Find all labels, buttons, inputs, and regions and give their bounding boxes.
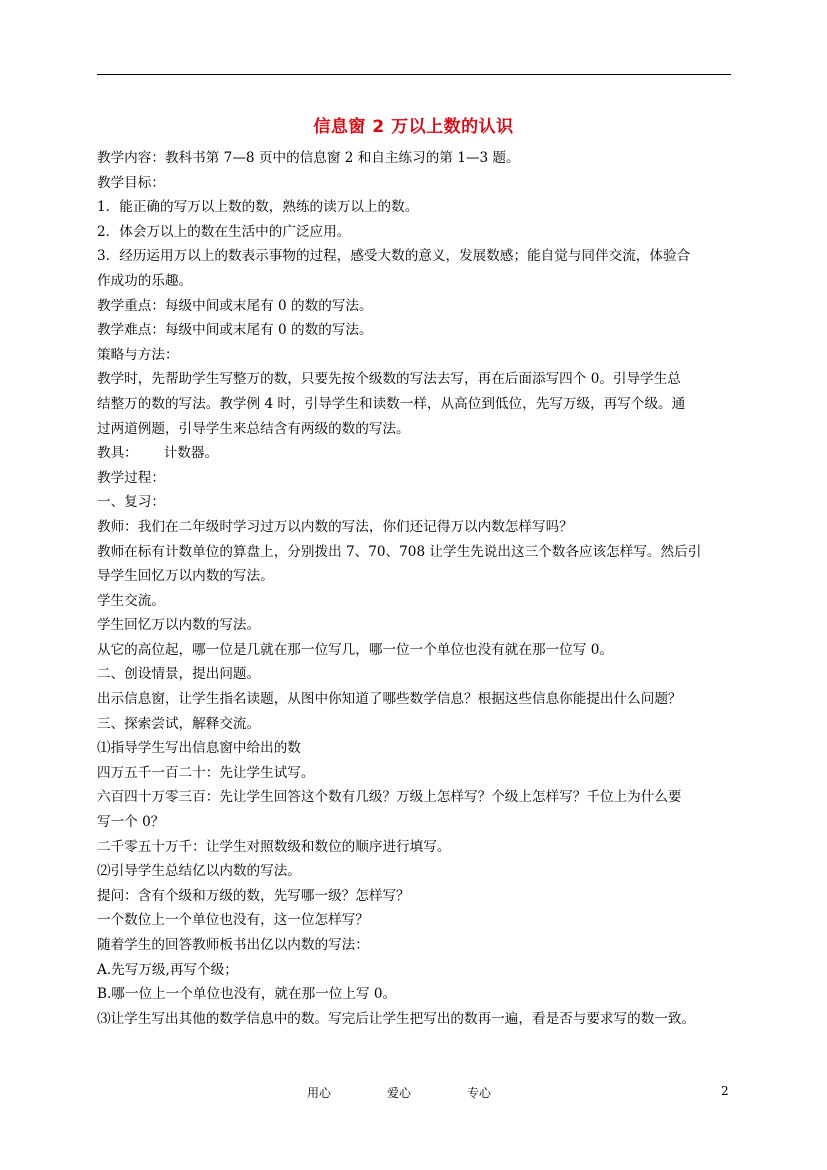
text-line: 一个数位上一个单位也没有，这一位怎样写？	[97, 912, 369, 929]
page-number: 2	[721, 1084, 729, 1098]
text-line: B.哪一位上一个单位也没有，就在那一位上写 0。	[97, 986, 397, 1003]
text-line: 教师在标有计数单位的算盘上，分别拨出 7、70、708 让学生先说出这三个数各应该怎样写。然后引	[97, 543, 702, 560]
text-line: 作成功的乐趣。	[97, 272, 193, 289]
text-line: 教师：我们在二年级时学习过万以内数的写法，你们还记得万以内数怎样写吗？	[97, 518, 573, 535]
text-line: 写一个 0？	[97, 814, 165, 831]
text-line: A.先写万级,再写个级；	[97, 961, 238, 978]
text-line: 从它的高位起，哪一位是几就在那一位写几，哪一位一个单位也没有就在那一位写 0。	[97, 641, 613, 658]
footer-motto	[307, 1084, 547, 1101]
text-line: 教学时，先帮助学生写整万的数，只要先按个级数的写法去写，再在后面添写四个 0。引导学生总	[97, 371, 681, 388]
text-line: 教学内容：教科书第 7—8 页中的信息窗 2 和自主练习的第 1—3 题。	[97, 150, 520, 166]
document-body	[97, 146, 737, 1031]
text-line: 结整万的数的写法。教学例 4 时，引导学生和读数一样，从高位到低位，先写万级，再写个级。通	[97, 395, 686, 412]
text-line: 出示信息窗，让学生指名读题，从图中你知道了哪些数学信息？根据这些信息你能提出什么问题？	[97, 691, 682, 708]
text-line: 随着学生的回答教师板书出亿以内数的写法：	[97, 937, 369, 953]
text-line: 策略与方法：	[97, 346, 179, 363]
text-line: 教学重点：每级中间或末尾有 0 的数的写法。	[97, 297, 373, 314]
text-line: 六百四十万零三百：先让学生回答这个数有几级？万级上怎样写？个级上怎样写？千位上为什么要	[97, 789, 682, 806]
text-line: 三、探索尝试，解释交流。	[97, 715, 261, 732]
text-line: ⑶让学生写出其他的数学信息中的数。写完后让学生把写出的数再一遍，看是否与要求写的数一致。	[97, 1010, 696, 1027]
text-line: 2．体会万以上的数在生活中的广泛应用。	[97, 223, 351, 240]
text-line: ⑵引导学生总结亿以内数的写法。	[97, 863, 301, 880]
text-line: 1．能正确的写万以上数的数，熟练的读万以上的数。	[97, 199, 419, 216]
footer-word: 爱心	[387, 1086, 412, 1100]
text-line: 导学生回忆万以内数的写法。	[97, 568, 274, 585]
text-line: 二千零五十万千：让学生对照数级和数位的顺序进行填写。	[97, 838, 451, 855]
footer-word: 用心	[307, 1086, 332, 1100]
text-line: 教学目标：	[97, 174, 165, 191]
text-line: 学生回忆万以内数的写法。	[97, 617, 261, 634]
text-line: 四万五千一百二十：先让学生试写。	[97, 764, 315, 781]
text-line: 3．经历运用万以上的数表示事物的过程，感受大数的意义，发展数感；能自觉与同伴交流，体验合	[97, 248, 691, 265]
header-rule	[97, 74, 731, 75]
text-line: ⑴指导学生写出信息窗中给出的数	[97, 740, 301, 757]
text-line: 过两道例题，引导学生来总结含有两级的数的写法。	[97, 420, 410, 437]
text-line: 学生交流。	[97, 592, 165, 609]
text-line: 教学难点：每级中间或末尾有 0 的数的写法。	[97, 322, 373, 339]
text-line: 提问：含有个级和万级的数，先写哪一级？怎样写？	[97, 887, 410, 904]
text-line: 教学过程：	[97, 469, 165, 486]
text-line: 一、复习：	[97, 494, 165, 511]
text-line: 教具： 计数器。	[97, 445, 219, 462]
page-title: 信息窗 2 万以上数的认识	[313, 117, 514, 137]
footer-word: 专心	[467, 1086, 492, 1100]
text-line: 二、创设情景，提出问题。	[97, 666, 261, 683]
